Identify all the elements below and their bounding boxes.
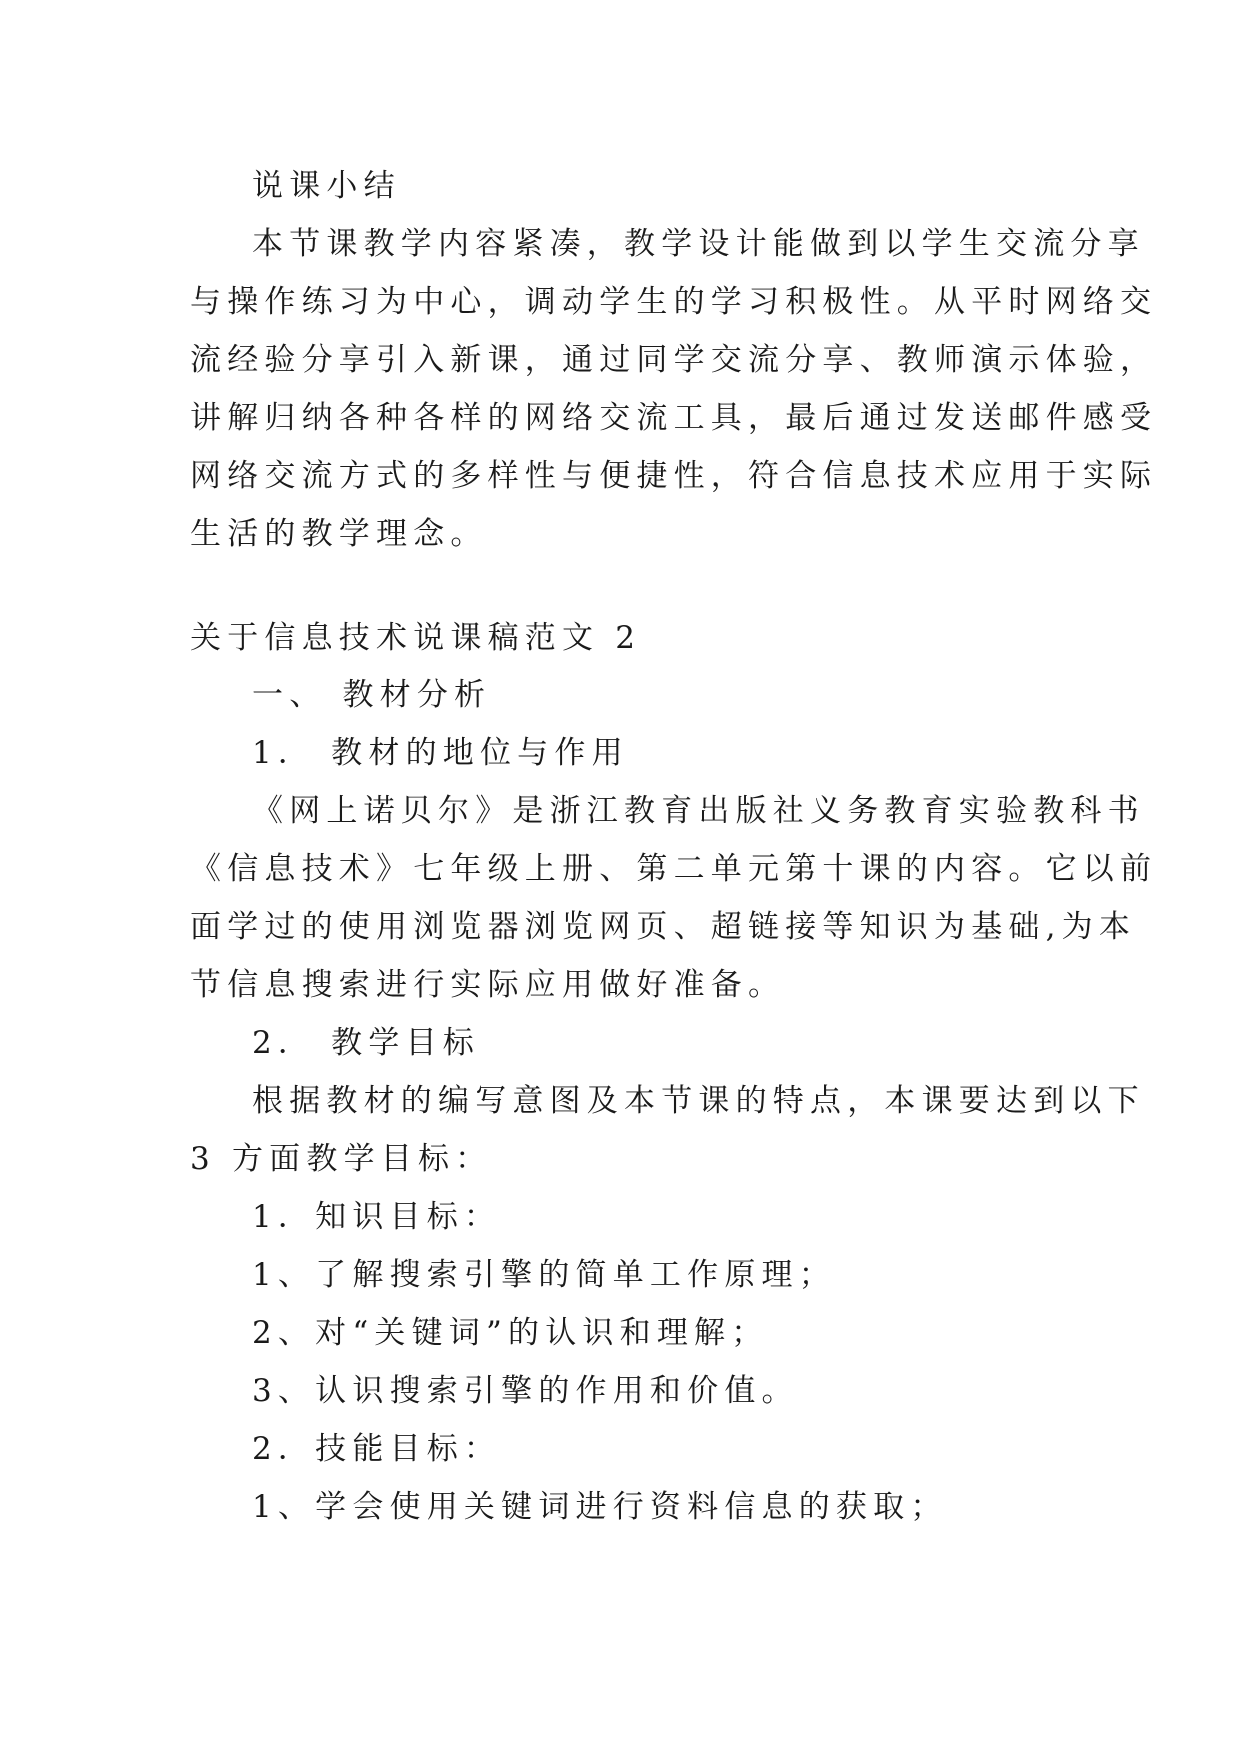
paragraph-line: 《信息技术》七年级上册、第二单元第十课的内容。它以前 (190, 851, 1158, 887)
paragraph-line: 3 方面教学目标： (190, 1141, 493, 1177)
paragraph-line: 根据教材的编写意图及本节课的特点，本课要达到以下 (252, 1083, 1145, 1119)
paragraph-line: 节信息搜索进行实际应用做好准备。 (190, 967, 786, 1003)
paragraph-line: 与操作练习为中心，调动学生的学习积极性。从平时网络交 (190, 284, 1158, 320)
goal-knowledge-title: 1．知识目标： (252, 1199, 502, 1235)
paragraph-line: 本节课教学内容紧凑，教学设计能做到以学生交流分享 (252, 226, 1145, 262)
subheading-teaching-goals: 2． 教学目标 (252, 1025, 480, 1061)
paragraph-line: 《网上诺贝尔》是浙江教育出版社义务教育实验教科书 (252, 793, 1145, 829)
goal-item: 2、对“关键词”的认识和理解； (252, 1315, 769, 1351)
paragraph-line: 生活的教学理念。 (190, 516, 488, 552)
goal-skill-title: 2．技能目标： (252, 1431, 502, 1467)
paragraph-line: 讲解归纳各种各样的网络交流工具，最后通过发送邮件感受 (190, 400, 1158, 436)
goal-item: 3、认识搜索引擎的作用和价值。 (252, 1373, 799, 1409)
paragraph-line: 面学过的使用浏览器浏览网页、超链接等知识为基础,为本 (190, 909, 1137, 945)
subheading-position-role: 1． 教材的地位与作用 (252, 735, 629, 771)
section-title-summary: 说课小结 (252, 168, 401, 204)
goal-item: 1、学会使用关键词进行资料信息的获取； (252, 1489, 948, 1525)
subheading-textbook-analysis: 一、 教材分析 (252, 677, 492, 713)
paragraph-line: 网络交流方式的多样性与便捷性，符合信息技术应用于实际 (190, 458, 1158, 494)
paragraph-line: 流经验分享引入新课，通过同学交流分享、教师演示体验， (190, 342, 1158, 378)
section-heading: 关于信息技术说课稿范文 2 (190, 620, 642, 656)
goal-item: 1、了解搜索引擎的简单工作原理； (252, 1257, 836, 1293)
